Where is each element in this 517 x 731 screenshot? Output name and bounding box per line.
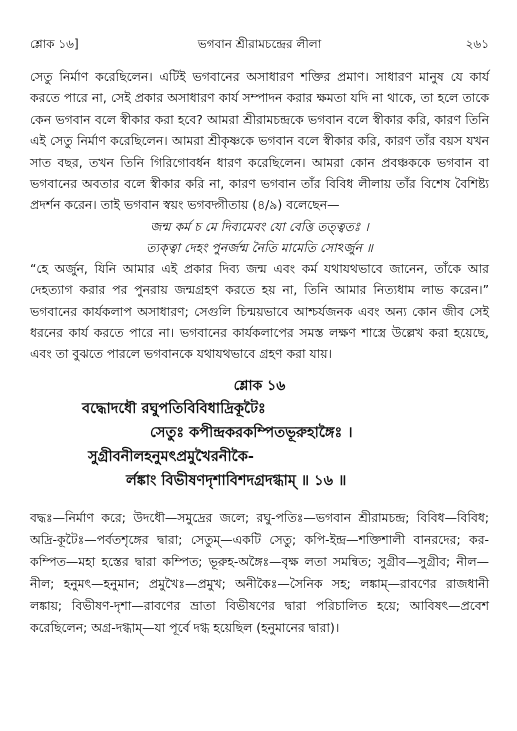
purport-paragraph-2: “হে অর্জুন, যিনি আমার এই প্রকার দিব্য জন্ম এবং কর্ম যথাযথভাবে জানেন, তাঁকে আর দেহত্যাগ করার পর পুনরায় জন্মগ্রহণ করতে হয় না, তিনি আমার নিত্যধাম লাভ করেন।” ভগবানের কার্যকলাপ অসাধারণ; সেগুলি চিন্ময়ভাবে আশ্চর্যজনক এবং অন্য কোন জীব সেই ধরনের কার্য করতে পারে না। ভগবানের কার্যকলাপের সমস্ত লক্ষণ শাস্ত্রে উল্লেখ করা হয়েছে, এবং তা বুঝতে পারলে ভগবানকে যথাযথভাবে গ্রহণ করা যায়।: [30, 260, 489, 362]
synonyms-section: [30, 507, 489, 639]
sloka-heading: শ্লোক ১৬: [233, 377, 286, 394]
header-verse-ref: শ্লোক ১৬]: [30, 37, 79, 51]
page-body: [30, 66, 489, 639]
running-header: [30, 36, 489, 54]
purport-paragraph-1: সেতু নির্মাণ করেছিলেন। এটিই ভগবানের অসাধারণ শক্তির প্রমাণ। সাধারণ মানুষ যে কার্য করতে পারে না, সেই প্রকার অসাধারণ কার্য সম্পাদন করার ক্ষমতা যদি না থাকে, তা হলে তাকে কেন ভগবান বলে স্বীকার করা হবে? আমরা শ্রীরামচন্দ্রকে ভগবান বলে স্বীকার করি, কারণ তিনি এই সেতু নির্মাণ করেছিলেন। আমরা শ্রীকৃষ্ণকে ভগবান বলে স্বীকার করি, কারণ তাঁর বয়স যখন সাত বছর, তখন তিনি গিরিগোবর্ধন ধারণ করেছিলেন। আমরা কোন প্রবঞ্চককে ভগবান বা ভগবানের অবতার বলে স্বীকার করি না, কারণ ভগবান তাঁর বিবিধ লীলায় তাঁর বিশেষ বৈশিষ্ট্য প্রদর্শন করেন। তাই ভগবান স্বয়ং ভগবদ্গীতায় (৪/৯) বলেছেন—: [30, 69, 489, 213]
sloka-line-2: সেতুঃ কপীন্দ্রকরকম্পিতভূরুহাঙ্গৈঃ ।: [150, 424, 353, 441]
gita-verse-line-2: ত্যক্ত্বা দেহং পুনর্জন্ম নৈতি মামেতি সোঽর্জুন ॥: [146, 239, 373, 255]
sloka-line-4: র্লঙ্কাং বিভীষণদৃশাবিশদগ্রদগ্ধাম্ ॥ ১৬ ॥: [126, 472, 347, 489]
header-chapter-title: ভগবান শ্রীরামচন্দ্রের লীলা: [197, 37, 322, 51]
gita-verse-line-1: জন্ম কর্ম চ মে দিব্যমেবং যো বেত্তি তত্ত্বতঃ ।: [150, 218, 369, 234]
page-number: ২৬১: [465, 37, 489, 51]
synonyms-text: বদ্ধঃ—নির্মাণ করে; উদধৌ—সমুদ্রের জলে; রঘু-পতিঃ—ভগবান শ্রীরামচন্দ্র; বিবিধ—বিবিধ; অদ্রি-কূটৈঃ—পর্বতশৃঙ্গের দ্বারা; সেতুম্—একটি সেতু; কপি-ইন্দ্র—শক্তিশালী বানরদের; কর-কম্পিত—মহা হস্তের দ্বারা কম্পিত; ভূরুহ-অঙ্গৈঃ—বৃক্ষ লতা সমন্বিত; সুগ্রীব—সুগ্রীব; নীল—নীল; হনুমৎ—হনুমান; প্রমুখৈঃ—প্রমুখ; অনীকৈঃ—সৈনিক সহ; লঙ্কাম্—রাবণের রাজধানী লঙ্কায়; বিভীষণ-দৃশা—রাবণের ভ্রাতা বিভীষণের দ্বারা পরিচালিত হয়ে; আবিষৎ—প্রবেশ করেছিলেন; অগ্র-দগ্ধাম্—যা পূর্বে দগ্ধ হয়েছিল (হনুমানের দ্বারা)।: [30, 509, 489, 635]
sloka-line-1: বদ্ধোদধৌ রঘুপতিবিবিধাদ্রিকূটৈঃ: [82, 400, 266, 417]
sloka-line-3: সুগ্রীবনীলহনুমৎপ্রমুখৈরনীকৈ-: [88, 448, 254, 465]
